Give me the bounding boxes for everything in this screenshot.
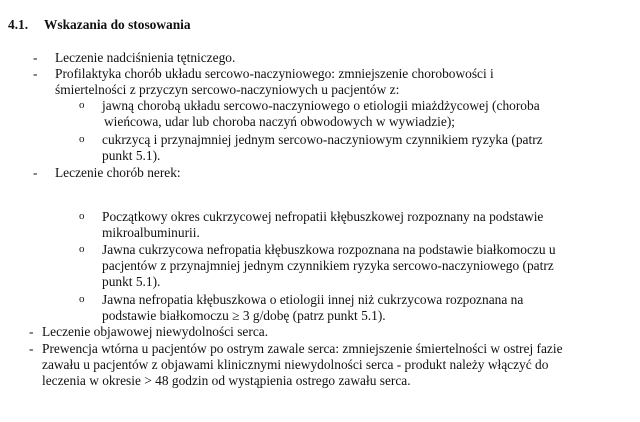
list-item-secondary-prevention-line3: leczenia w okresie > 48 godzin od wystąpienia ostrego zawału serca. xyxy=(42,373,411,388)
bullet-marker: o xyxy=(79,99,85,111)
list-item-hypertension: Leczenie nadciśnienia tętniczego. xyxy=(55,50,236,65)
subitem-diabetes-line2: punkt 5.1). xyxy=(102,148,161,163)
section-number: 4.1. xyxy=(8,17,29,32)
bullet-marker: o xyxy=(79,210,85,222)
dash-marker: - xyxy=(29,341,34,356)
subitem-atherosclerotic-line2: wieńcowa, udar lub choroba naczyń obwodowych w wywiadzie); xyxy=(104,114,456,129)
subitem-early-nephropathy-line2: mikroalbuminurii. xyxy=(102,225,200,240)
list-item-secondary-prevention-line1: Prewencja wtórna u pacjentów po ostrym zawale serca: zmniejszenie śmiertelności w ostrej fazie xyxy=(42,341,563,356)
subitem-overt-diabetic-line2: pacjentów z przynajmniej jednym czynnikiem ryzyka sercowo-naczyniowego (patrz xyxy=(102,258,554,273)
dash-marker: - xyxy=(29,324,34,339)
section-title: Wskazania do stosowania xyxy=(44,17,191,32)
subitem-overt-diabetic-line3: punkt 5.1). xyxy=(102,274,161,289)
list-item-kidney: Leczenie chorób nerek: xyxy=(55,165,181,180)
bullet-marker: o xyxy=(79,243,85,255)
subitem-overt-diabetic-line1: Jawna cukrzycowa nefropatia kłębuszkowa rozpoznana na podstawie białkomoczu u xyxy=(102,242,556,257)
bullet-marker: o xyxy=(79,133,85,145)
list-item-secondary-prevention-line2: zawału u pacjentów z objawami klinicznymi niewydolności serca - produkt należy włączyć do xyxy=(42,357,549,372)
subitem-early-nephropathy-line1: Początkowy okres cukrzycowej nefropatii kłębuszkowej rozpoznany na podstawie xyxy=(102,209,544,224)
subitem-diabetes-line1: cukrzycą i przynajmniej jednym sercowo-naczyniowym czynnikiem ryzyka (patrz xyxy=(102,132,543,147)
dash-marker: - xyxy=(33,165,38,180)
bullet-marker: o xyxy=(79,293,85,305)
subitem-non-diabetic-line2: podstawie białkomoczu ≥ 3 g/dobę (patrz punkt 5.1). xyxy=(102,308,386,323)
list-item-heart-failure: Leczenie objawowej niewydolności serca. xyxy=(42,324,269,339)
list-item-cardio-prevention-line1: Profilaktyka chorób układu sercowo-naczyniowego: zmniejszenie chorobowości i xyxy=(55,66,494,81)
dash-marker: - xyxy=(33,50,38,65)
dash-marker: - xyxy=(33,66,38,81)
subitem-non-diabetic-line1: Jawna nefropatia kłębuszkowa o etiologii innej niż cukrzycowa rozpoznana na xyxy=(102,292,524,307)
subitem-atherosclerotic-line1: jawną chorobą układu sercowo-naczyniowego o etiologii miażdżycowej (choroba xyxy=(102,98,540,113)
list-item-cardio-prevention-line2: śmiertelności z przyczyn sercowo-naczyniowych u pacjentów z: xyxy=(55,82,400,97)
